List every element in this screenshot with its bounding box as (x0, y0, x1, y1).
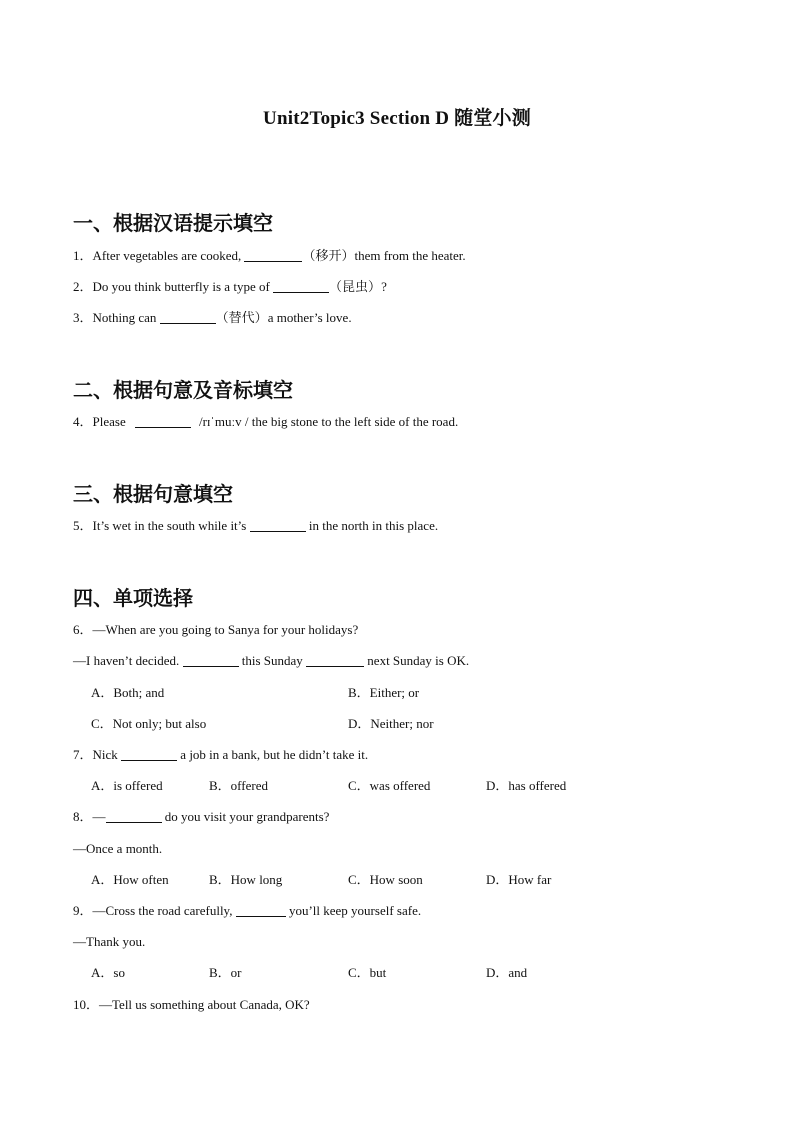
answer-blank[interactable] (306, 654, 364, 667)
question-text: this Sunday (238, 653, 307, 668)
section-heading-2: 二、根据句意及音标填空 (73, 378, 293, 402)
option-a[interactable]: A．so (91, 965, 125, 980)
chinese-hint: （昆虫） (329, 279, 382, 294)
question-text: —I haven’t decided. (73, 653, 183, 668)
question-4 (73, 414, 458, 430)
page-title: Unit2Topic3 Section D 随堂小测 (263, 108, 531, 129)
question-number: 9． (73, 903, 93, 918)
option-b[interactable]: B．Either; or (348, 685, 420, 700)
question-text: —When are you going to Sanya for your holidays? (92, 622, 359, 637)
section-heading-4: 四、单项选择 (73, 586, 193, 610)
answer-blank[interactable] (273, 280, 329, 293)
section-heading-1: 一、根据汉语提示填空 (73, 211, 273, 235)
section-heading-3: 三、根据句意填空 (73, 482, 233, 506)
question-6 (73, 622, 358, 638)
option-c[interactable]: C．but (348, 965, 387, 980)
question-10 (73, 997, 310, 1013)
answer-blank[interactable] (106, 810, 162, 823)
chinese-hint: （替代） (215, 310, 268, 325)
question-5 (73, 518, 438, 534)
question-9-response: —Thank you. (73, 934, 146, 949)
question-number: 1． (73, 248, 93, 263)
question-9 (73, 903, 421, 919)
question-number: 6． (73, 622, 93, 637)
option-c[interactable]: C．was offered (348, 778, 431, 793)
chinese-hint: （移开） (302, 248, 355, 263)
question-text: ? (381, 279, 387, 294)
option-d[interactable]: D．has offered (486, 778, 567, 793)
answer-blank[interactable] (244, 249, 302, 262)
question-text: — (92, 809, 106, 824)
question-text: —Cross the road carefully, (92, 903, 236, 918)
question-text: Nick (92, 747, 122, 762)
question-text: —Tell us something about Canada, OK? (99, 997, 310, 1012)
question-number: 5． (73, 518, 93, 533)
question-text: next Sunday is OK. (364, 653, 470, 668)
question-text: the big stone to the left side of the road. (248, 414, 459, 429)
question-text: do you visit your grandparents? (161, 809, 330, 824)
question-text: in the north in this place. (305, 518, 439, 533)
question-2 (73, 279, 387, 295)
question-text: a mother’s love. (267, 310, 352, 325)
option-c[interactable]: C．How soon (348, 872, 423, 887)
question-number: 3． (73, 310, 93, 325)
question-number: 2． (73, 279, 93, 294)
answer-blank[interactable] (236, 904, 286, 917)
option-a[interactable]: A．is offered (91, 778, 163, 793)
answer-blank[interactable] (183, 654, 239, 667)
answer-blank[interactable] (121, 748, 177, 761)
question-text: a job in a bank, but he didn’t take it. (177, 747, 369, 762)
question-8 (73, 809, 329, 825)
question-text: Do you think butterfly is a type of (92, 279, 274, 294)
question-6-response (73, 653, 469, 669)
option-d[interactable]: D．How far (486, 872, 552, 887)
question-3 (73, 310, 352, 326)
question-text: Please (92, 414, 129, 429)
question-1 (73, 248, 466, 264)
question-text: After vegetables are cooked, (92, 248, 245, 263)
question-7 (73, 747, 368, 763)
answer-blank[interactable] (160, 311, 216, 324)
option-a[interactable]: A．Both; and (91, 685, 165, 700)
option-c[interactable]: C．Not only; but also (91, 716, 207, 731)
option-b[interactable]: B．How long (209, 872, 283, 887)
question-8-response: —Once a month. (73, 841, 163, 856)
question-number: 10． (73, 997, 100, 1012)
question-text: Nothing can (92, 310, 160, 325)
phonetic-hint: /rɪˈmuːv / (198, 414, 249, 429)
question-text: them from the heater. (354, 248, 466, 263)
option-b[interactable]: B．or (209, 965, 242, 980)
option-d[interactable]: D．Neither; nor (348, 716, 434, 731)
answer-blank[interactable] (250, 519, 306, 532)
option-d[interactable]: D．and (486, 965, 528, 980)
question-number: 4． (73, 414, 93, 429)
question-text: It’s wet in the south while it’s (92, 518, 250, 533)
question-number: 7． (73, 747, 93, 762)
answer-blank[interactable] (135, 415, 191, 428)
option-a[interactable]: A．How often (91, 872, 169, 887)
question-number: 8． (73, 809, 93, 824)
question-text: you’ll keep yourself safe. (285, 903, 422, 918)
option-b[interactable]: B．offered (209, 778, 268, 793)
